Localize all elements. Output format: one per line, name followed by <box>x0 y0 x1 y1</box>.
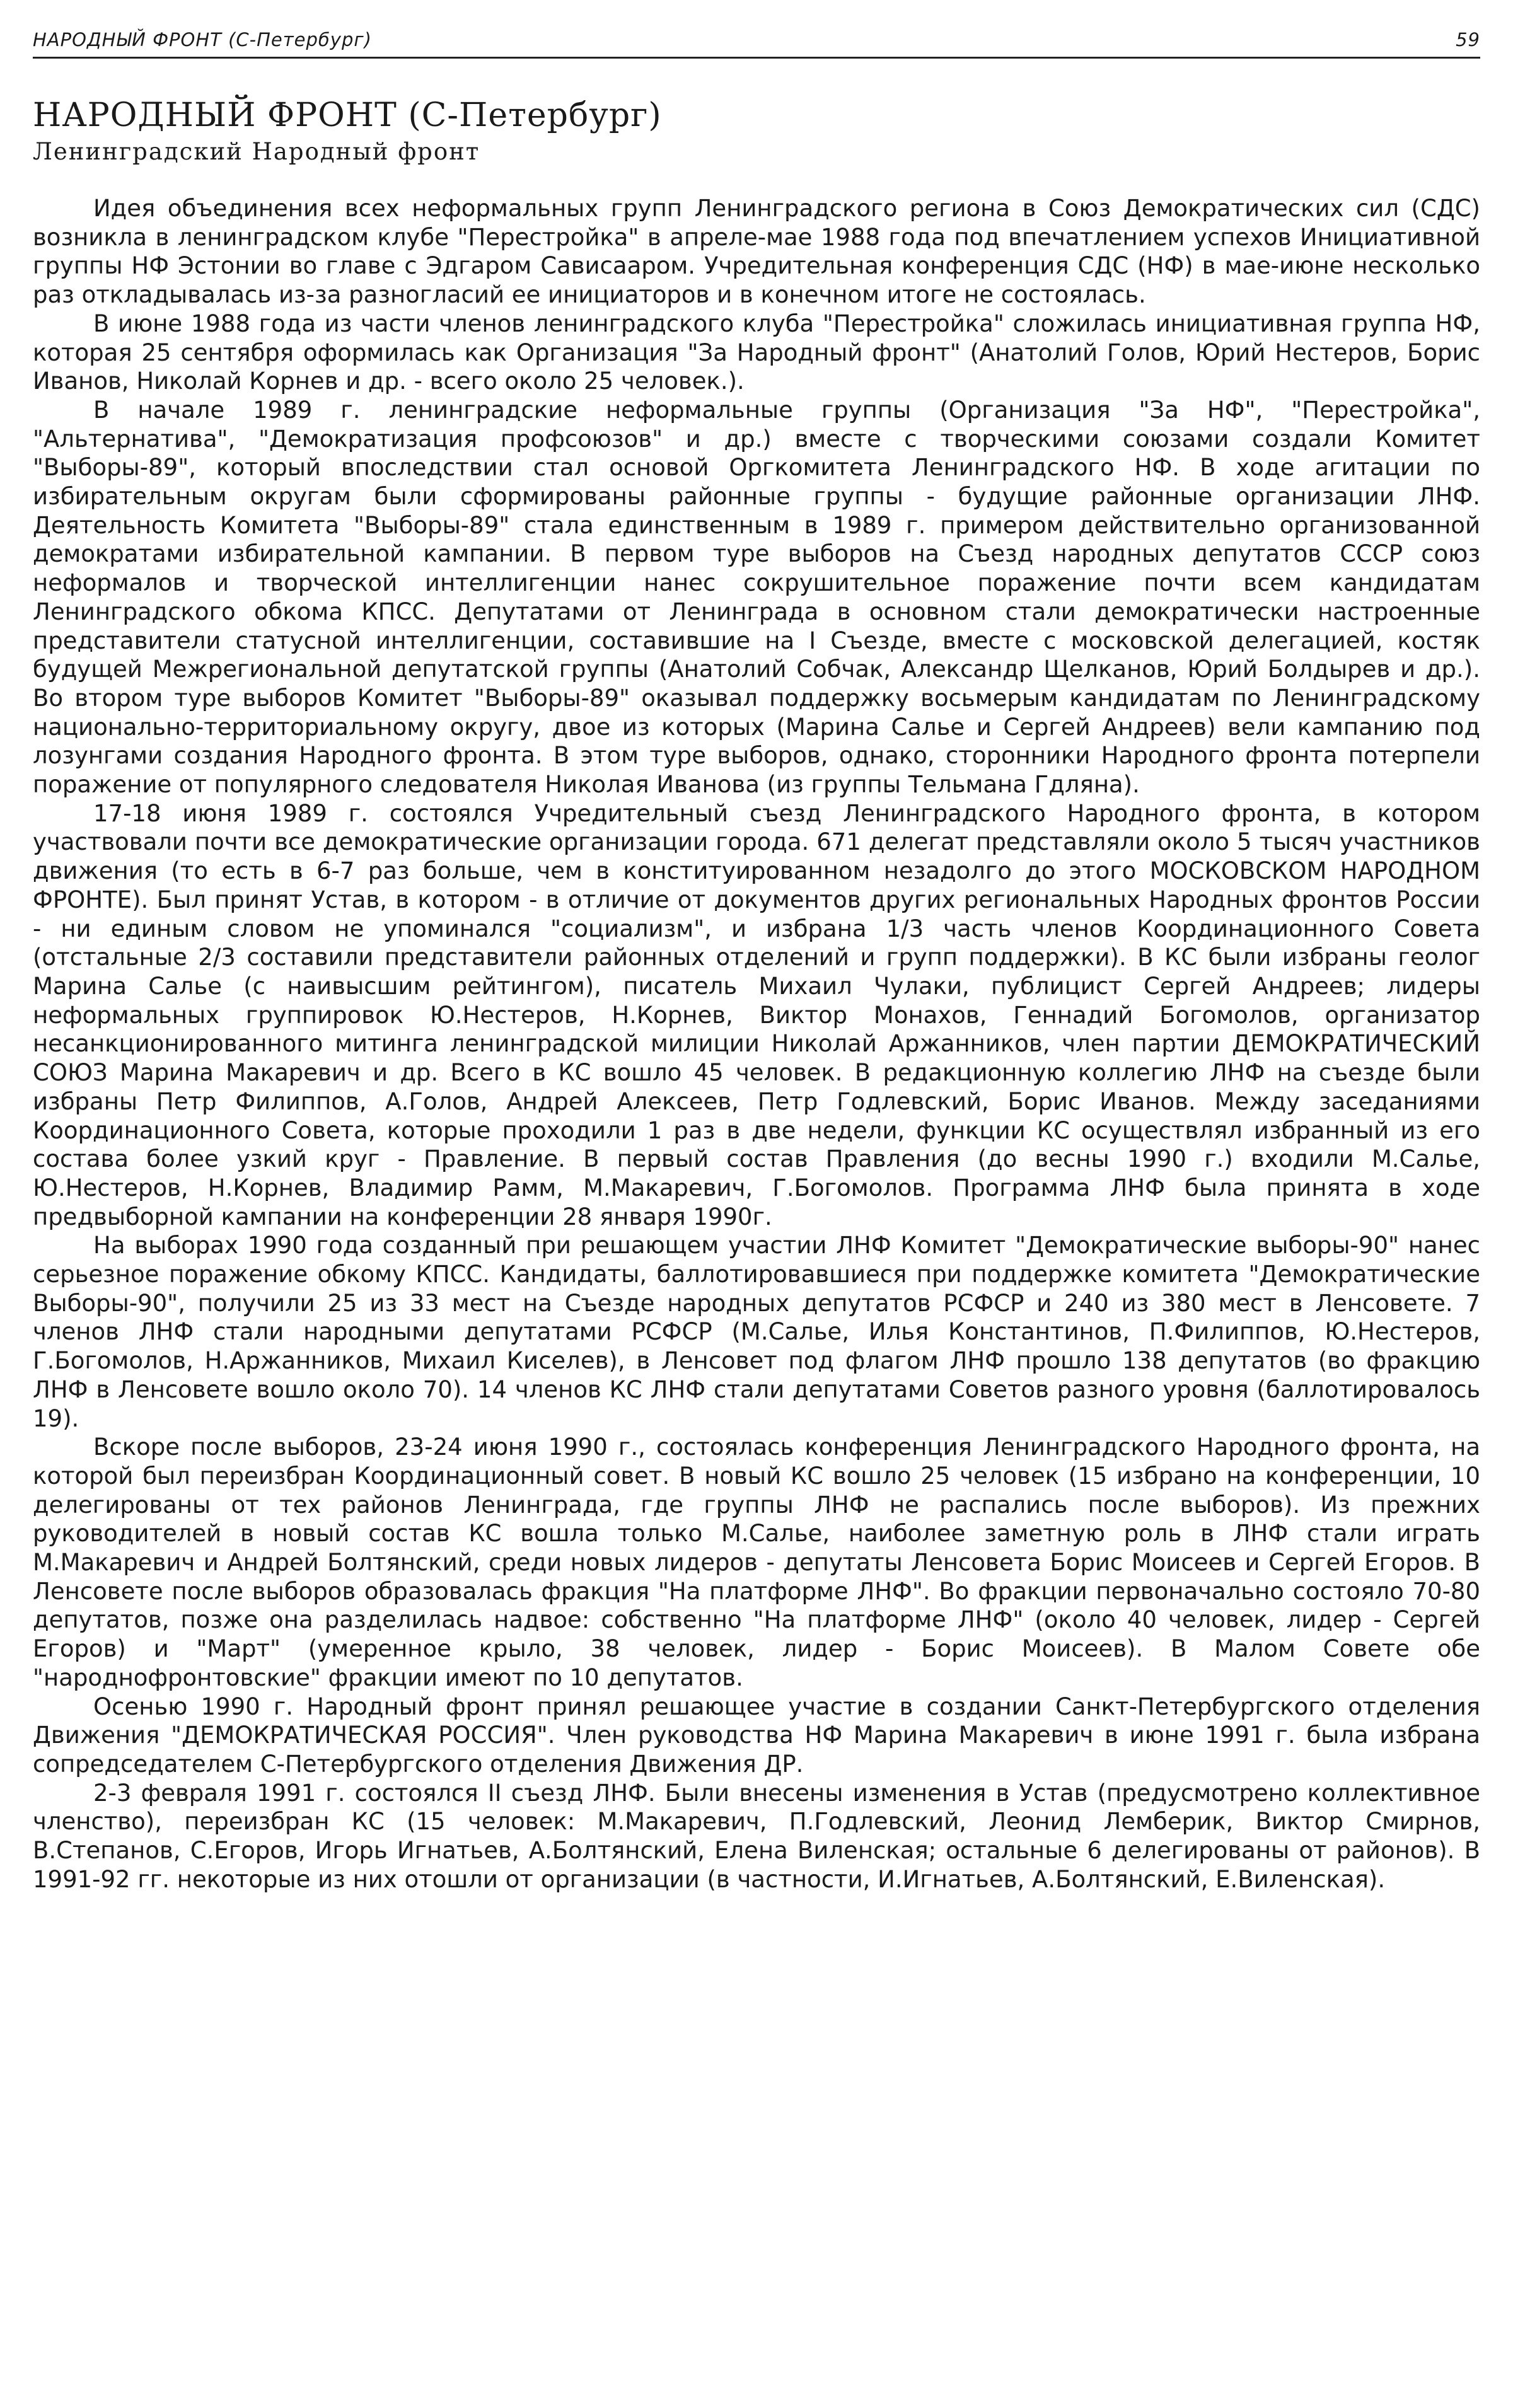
running-head-title: НАРОДНЫЙ ФРОНТ (С-Петербург) <box>33 29 372 50</box>
article-heading <box>33 95 1480 168</box>
paragraph-7: Осенью 1990 г. Народный фронт принял решающее участие в создании Санкт-Петербургского отделения Движения "ДЕМОКРАТИЧЕСКАЯ РОССИЯ". Член руководства НФ Марина Макаревич в июне 1991 г. была избрана сопредседателем С-Петербургского отделения Движения ДР. <box>33 1693 1480 1778</box>
article-title: НАРОДНЫЙ ФРОНТ (С-Петербург) <box>33 96 662 134</box>
paragraph-6: Вскоре после выборов, 23-24 июня 1990 г., состоялась конференция Ленинградского Народного фронта, на которой был переизбран Координационный совет. В новый КС вошло 25 человек (15 избрано на конференции, 10 делегированы от тех районов Ленинграда, где группы ЛНФ не распались после выборов). Из прежних руководителей в новый состав КС вошла только М.Салье, наиболее заметную роль в ЛНФ стали играть М.Макаревич и Андрей Болтянский, среди новых лидеров - депутаты Ленсовета Борис Моисеев и Сергей Егоров. В Ленсовете после выборов образовалась фракция "На платформе ЛНФ". Во фракции первоначально состояло 70-80 депутатов, позже она разделилась надвое: собственно "На платформе ЛНФ" (около 40 человек, лидер - Сергей Егоров) и "Март" (умеренное крыло, 38 человек, лидер - Борис Моисеев). В Малом Совете обе "народнофронтовские" фракции имеют по 10 депутатов. <box>33 1433 1480 1691</box>
paragraph-4: 17-18 июня 1989 г. состоялся Учредительный съезд Ленинградского Народного фронта, в котором участвовали почти все демократические организации города. 671 делегат представляли около 5 тысяч участников движения (то есть в 6-7 раз больше, чем в конституированном незадолго до этого МОСКОВСКОМ НАРОДНОМ ФРОНТЕ). Был принят Устав, в котором - в отличие от документов других региональных Народных фронтов России - ни единым словом не упоминался "социализм", и избрана 1/3 часть членов Координационного Совета (отстальные 2/3 составили представители районных отделений и групп поддержки). В КС были избраны геолог Марина Салье (с наивысшим рейтингом), писатель Михаил Чулаки, публицист Сергей Андреев; лидеры неформальных группировок Ю.Нестеров, Н.Корнев, Виктор Монахов, Геннадий Богомолов, организатор несанкционированного митинга ленинградской милиции Николай Аржанников, член партии ДЕМОКРАТИЧЕСКИЙ СОЮЗ Марина Макаревич и др. Всего в КС вошло 45 человек. В редакционную коллегию ЛНФ на съезде были избраны Петр Филиппов, А.Голов, Андрей Алексеев, Петр Годлевский, Борис Иванов. Между заседаниями Координационного Совета, которые проходили 1 раз в две недели, функции КС осуществлял избранный из его состава более узкий круг - Правление. В первый состав Правления (до весны 1990 г.) входили М.Салье, Ю.Нестеров, Н.Корнев, Владимир Рамм, М.Макаревич, Г.Богомолов. Программа ЛНФ была принята в ходе предвыборной кампании на конференции 28 января 1990г. <box>33 799 1480 1230</box>
paragraph-1: Идея объединения всех неформальных групп Ленинградского региона в Союз Демократических сил (СДС) возникла в ленинградском клубе "Перестройка" в апреле-мае 1988 года под впечатлением успехов Инициативной группы НФ Эстонии во главе с Эдгаром Сависааром. Учредительная конференция СДС (НФ) в мае-июне несколько раз откладывалась из-за разногласий ее инициаторов и в конечном итоге не состоялась. <box>33 195 1480 309</box>
paragraph-3: В начале 1989 г. ленинградские неформальные группы (Организация "За НФ", "Перестройка", "Альтернатива", "Демократизация профсоюзов" и др.) вместе с творческими союзами создали Комитет "Выборы-89", который впоследствии стал основой Оргкомитета Ленинградского НФ. В ходе агитации по избирательным округам были сформированы районные группы - будущие районные организации ЛНФ. Деятельность Комитета "Выборы-89" стала единственным в 1989 г. примером действительно организованной демократами избирательной кампании. В первом туре выборов на Съезд народных депутатов СССР союз неформалов и творческой интеллигенции нанес сокрушительное поражение почти всем кандидатам Ленинградского обкома КПСС. Депутатами от Ленинграда в основном стали демократически настроенные представители статусной интеллигенции, составившие на I Съезде, вместе с московской делегацией, костяк будущей Межрегиональной депутатской группы (Анатолий Собчак, Александр Щелканов, Юрий Болдырев и др.). Во втором туре выборов Комитет "Выборы-89" оказывал поддержку восьмерым кандидатам по Ленинградскому национально-территориальному округу, двое из которых (Марина Салье и Сергей Андреев) вели кампанию под лозунгами создания Народного фронта. В этом туре выборов, однако, сторонники Народного фронта потерпели поражение от популярного следователя Николая Иванова (из группы Тельмана Гдляна). <box>33 396 1480 799</box>
paragraph-5: На выборах 1990 года созданный при решающем участии ЛНФ Комитет "Демократические выборы-90" нанес серьезное поражение обкому КПСС. Кандидаты, баллотировавшиеся при поддержке комитета "Демократические Выборы-90", получили 25 из 33 мест на Съезде народных депутатов РСФСР и 240 из 380 мест в Ленсовете. 7 членов ЛНФ стали народными депутатами РСФСР (М.Салье, Илья Константинов, П.Филиппов, Ю.Нестеров, Г.Богомолов, Н.Аржанников, Михаил Киселев), в Ленсовет под флагом ЛНФ прошло 138 депутатов (во фракцию ЛНФ в Ленсовете вошло около 70). 14 членов КС ЛНФ стали депутатами Советов разного уровня (баллотировалось 19). <box>33 1232 1480 1432</box>
running-head <box>33 25 1480 59</box>
article-body <box>33 194 1480 1894</box>
paragraph-8: 2-3 февраля 1991 г. состоялся II съезд ЛНФ. Были внесены изменения в Устав (предусмотрено коллективное членство), переизбран КС (15 человек: М.Макаревич, П.Годлевский, Леонид Лемберик, Виктор Смирнов, В.Степанов, С.Егоров, Игорь Игнатьев, А.Болтянский, Елена Виленская; остальные 6 делегированы от районов). В 1991-92 гг. некоторые из них отошли от организации (в частности, И.Игнатьев, А.Болтянский, Е.Виленская). <box>33 1779 1480 1893</box>
page-number: 59 <box>1456 29 1480 50</box>
article-subtitle: Ленинградский Народный фронт <box>33 138 480 165</box>
paragraph-2: В июне 1988 года из части членов ленинградского клуба "Перестройка" сложилась инициативная группа НФ, которая 25 сентября оформилась как Организация "За Народный фронт" (Анатолий Голов, Юрий Нестеров, Борис Иванов, Николай Корнев и др. - всего около 25 человек.). <box>33 310 1480 395</box>
